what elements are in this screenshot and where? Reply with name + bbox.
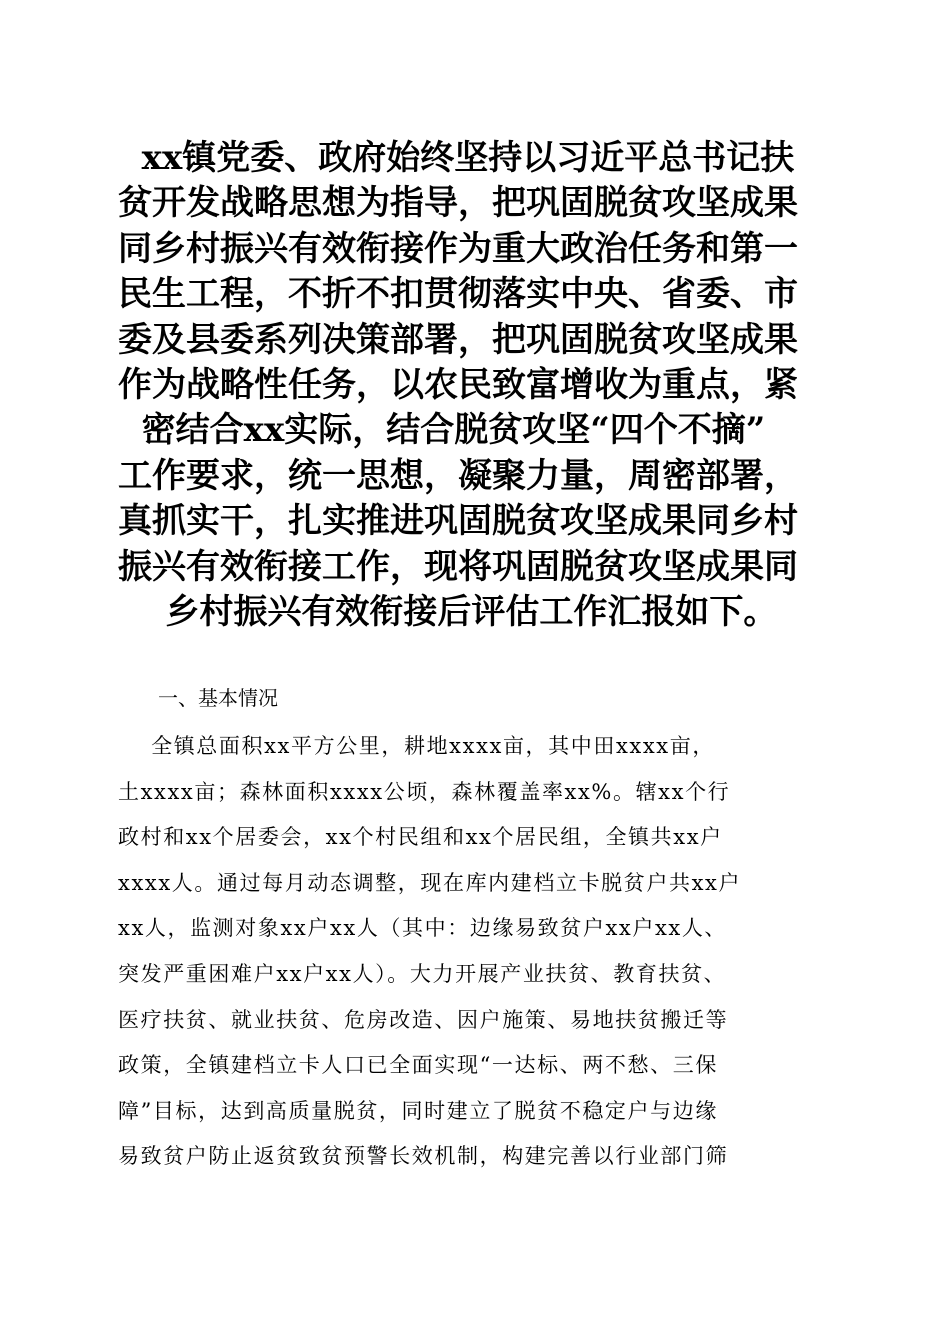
title-line: 乡村振兴有效衔接后评估工作汇报如下。 [118,591,778,632]
title-line: 同乡村振兴有效衔接作为重大政治任务和第一 [118,228,798,269]
body-line: xx人，监测对象xx户xx人（其中：边缘易致贫户xx户xx人、 [118,916,728,941]
title-paragraph [118,136,838,635]
body-line: 全镇总面积xx平方公里，耕地xxxx亩，其中田xxxx亩， [118,734,715,758]
title-line: 作为战略性任务，以农民致富增收为重点，紧 [118,364,798,405]
title-line: 贫开发战略思想为指导，把巩固脱贫攻坚成果 [118,183,798,224]
title-line: 民生工程，不折不扣贯彻落实中央、省委、市 [118,274,798,315]
body-line: 医疗扶贫、就业扶贫、危房改造、因户施策、易地扶贫搬迁等 [118,1007,729,1032]
body-line: 政村和xx个居委会，xx个村民组和xx个居民组，全镇共xx户 [118,825,723,850]
body-line: 政策，全镇建档立卡人口已全面实现“一达标、两不愁、三保 [118,1053,718,1078]
section-heading: 一、基本情况 [158,686,278,710]
title-line: 真抓实干，扎实推进巩固脱贫攻坚成果同乡村 [118,501,798,542]
body-line: xxxx人。通过每月动态调整，现在库内建档立卡脱贫户共xx户 [118,870,742,895]
body-line: 障”目标，达到高质量脱贫，同时建立了脱贫不稳定户与边缘 [118,1098,718,1123]
title-line: 委及县委系列决策部署，把巩固脱贫攻坚成果 [118,319,798,360]
title-line: 密结合xx实际，结合脱贫攻坚“四个不摘” [118,410,766,451]
title-line: 工作要求，统一思想，凝聚力量，周密部署， [118,455,798,496]
body-line: 易致贫户防止返贫致贫预警长效机制，构建完善以行业部门筛 [118,1144,729,1169]
title-line: xx镇党委、政府始终坚持以习近平总书记扶 [118,138,795,178]
body-paragraph [118,724,838,1180]
body-line: 突发严重困难户xx户xx人）。大力开展产业扶贫、教育扶贫、 [118,961,727,986]
body-line: 土xxxx亩；森林面积xxxx公顷，森林覆盖率xx%。辖xx个行 [118,779,731,804]
title-line: 振兴有效衔接工作，现将巩固脱贫攻坚成果同 [118,546,798,587]
